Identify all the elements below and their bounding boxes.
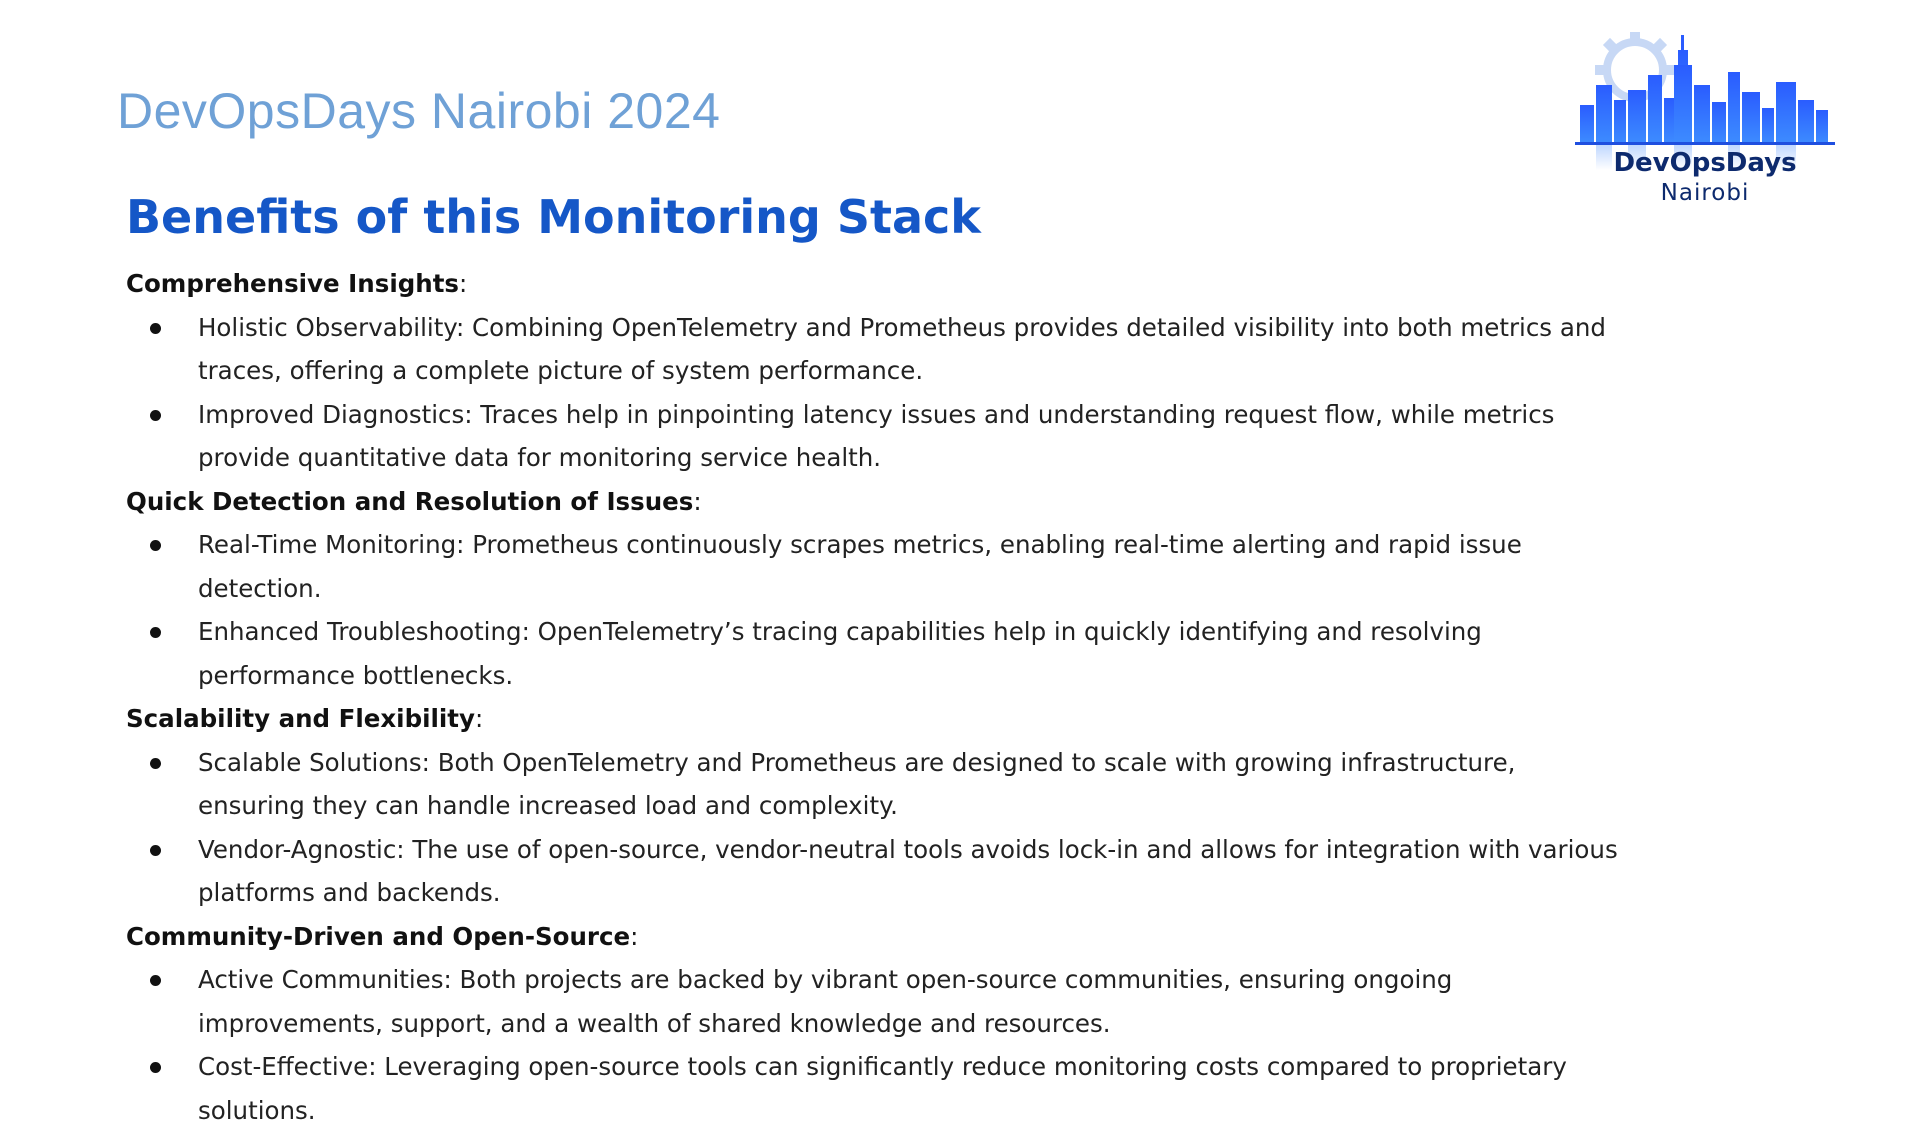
list-item bbox=[126, 610, 1626, 697]
list-item bbox=[126, 828, 1626, 915]
list-item bbox=[126, 393, 1626, 480]
section-heading bbox=[126, 915, 1696, 959]
list-item bbox=[126, 1045, 1626, 1132]
section-heading bbox=[126, 262, 1696, 306]
section-heading-label: Quick Detection and Resolution of Issues bbox=[126, 486, 694, 516]
list-item bbox=[126, 523, 1626, 610]
section-heading-label: Comprehensive Insights bbox=[126, 269, 459, 298]
section-heading-colon: : bbox=[630, 921, 639, 951]
bullet-icon bbox=[150, 540, 161, 551]
list-item bbox=[126, 741, 1626, 828]
section-heading bbox=[126, 697, 1696, 741]
slide-content bbox=[126, 262, 1696, 1132]
section-heading-colon: : bbox=[459, 269, 468, 298]
bullet-icon bbox=[150, 1062, 161, 1073]
bullet-icon bbox=[150, 758, 161, 769]
bullet-icon bbox=[150, 410, 161, 421]
list-item-text: Active Communities: Both projects are backed by vibrant open-source communities, ensuring ongoing improvements, support, and a wealth of shared knowledge and resources. bbox=[198, 965, 1453, 1038]
list-item-text: Improved Diagnostics: Traces help in pinpointing latency issues and understanding request flow, while metrics provide quantitative data for monitoring service health. bbox=[198, 399, 1555, 472]
section-heading-colon: : bbox=[474, 704, 484, 733]
logo-text-devopsdays: DevOpsDays bbox=[1613, 148, 1797, 178]
list-item-text: Vendor-Agnostic: The use of open-source, vendor-neutral tools avoids lock-in and allows for integration with various platforms and backends. bbox=[198, 834, 1618, 907]
slide-title: Benefits of this Monitoring Stack bbox=[126, 190, 981, 244]
bullet-icon bbox=[150, 627, 161, 638]
list-item-text: Enhanced Troubleshooting: OpenTelemetry’s tracing capabilities help in quickly identifying and resolving performance bottlenecks. bbox=[198, 617, 1482, 690]
section-heading bbox=[126, 480, 1696, 524]
section-heading-colon: : bbox=[693, 486, 702, 516]
section-heading-label: Scalability and Flexibility bbox=[126, 704, 475, 733]
list-item bbox=[126, 958, 1626, 1045]
bullet-icon bbox=[150, 845, 161, 856]
list-item-text: Holistic Observability: Combining OpenTelemetry and Prometheus provides detailed visibility into both metrics and traces, offering a complete picture of system performance. bbox=[198, 312, 1606, 385]
list-item-text: Scalable Solutions: Both OpenTelemetry and Prometheus are designed to scale with growing infrastructure, ensuring they can handle increased load and complexity. bbox=[198, 747, 1516, 820]
list-item-text: Cost-Effective: Leveraging open-source tools can significantly reduce monitoring costs compared to proprietary solutions. bbox=[198, 1052, 1567, 1125]
logo-text-nairobi: Nairobi bbox=[1660, 180, 1750, 206]
list-item bbox=[126, 306, 1626, 393]
bullet-icon bbox=[150, 323, 161, 334]
devopsdays-nairobi-logo bbox=[1570, 30, 1840, 220]
list-item-text: Real-Time Monitoring: Prometheus continuously scrapes metrics, enabling real-time alerting and rapid issue detection. bbox=[198, 530, 1522, 603]
section-heading-label: Community-Driven and Open-Source bbox=[126, 921, 631, 951]
bullet-icon bbox=[150, 975, 161, 986]
event-title: DevOpsDays Nairobi 2024 bbox=[117, 83, 721, 139]
